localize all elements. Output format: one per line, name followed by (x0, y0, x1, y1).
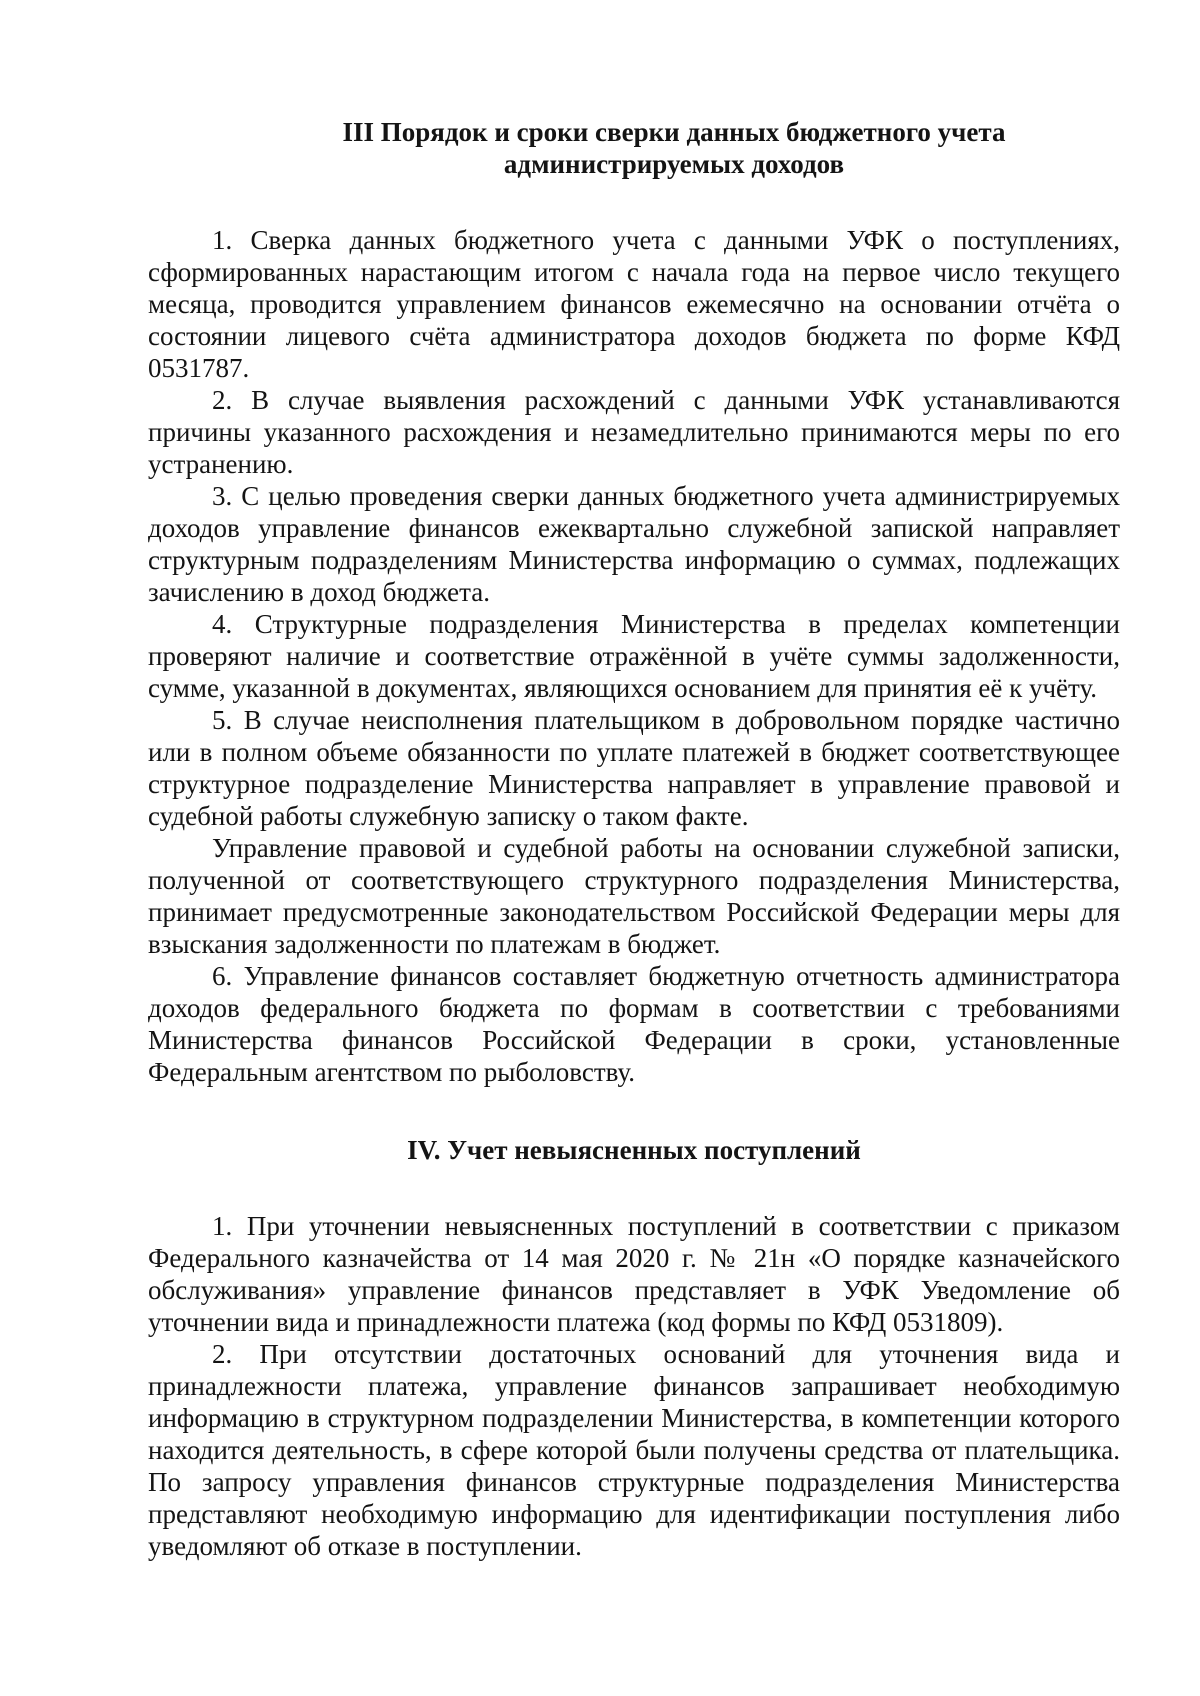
section-4-title: IV. Учет невыясненных поступлений (407, 1135, 861, 1165)
section-4-paragraph-1: 1. При уточнении невыясненных поступлений в соответствии с приказом Федерального казначейства от 14 мая 2020 г. № 21н «О порядке казначейского обслуживания» управление финансов представляет в УФК Уведомление об уточнении вида и принадлежности платежа (код формы по КФД 0531809). (148, 1211, 1120, 1337)
section-3-title-line-1: III Порядок и сроки сверки данных бюджетного учета (342, 117, 1006, 147)
section-3-paragraph-3: 3. С целью проведения сверки данных бюджетного учета администрируемых доходов управление финансов ежеквартально служебной запиской направляет структурным подразделениям Министерства информацию о суммах, подлежащих зачислению в доход бюджета. (148, 481, 1120, 607)
section-3-paragraph-1: 1. Сверка данных бюджетного учета с данными УФК о поступлениях, сформированных нарастающим итогом с начала года на первое число текущего месяца, проводится управлением финансов ежемесячно на основании отчёта о состоянии лицевого счёта администратора доходов бюджета по форме КФД 0531787. (148, 225, 1120, 383)
section-4-paragraph-2: 2. При отсутствии достаточных оснований для уточнения вида и принадлежности платежа, управление финансов запрашивает необходимую информацию в структурном подразделении Министерства, в компетенции которого находится деятельность, в сфере которой были получены средства от плательщика. По запросу управления финансов структурные подразделения Министерства представляют необходимую информацию для идентификации поступления либо уведомляют об отказе в поступлении. (148, 1339, 1120, 1561)
section-3-paragraph-6: 6. Управление финансов составляет бюджетную отчетность администратора доходов федерального бюджета по формам в соответствии с требованиями Министерства финансов Российской Федерации в сроки, установленные Федеральным агентством по рыболовству. (148, 961, 1120, 1087)
section-3-paragraph-5: 5. В случае неисполнения плательщиком в добровольном порядке частично или в полном объеме обязанности по уплате платежей в бюджет соответствующее структурное подразделение Министерства направляет в управление правовой и судебной работы служебную записку о таком факте. (148, 705, 1120, 831)
section-3-title-line-2: администрируемых доходов (503, 149, 845, 179)
section-3-paragraph-5-continuation: Управление правовой и судебной работы на основании служебной записки, полученной от соответствующего структурного подразделения Министерства, принимает предусмотренные законодательством Российской Федерации меры для взыскания задолженности по платежам в бюджет. (148, 833, 1120, 959)
section-3-paragraph-2: 2. В случае выявления расхождений с данными УФК устанавливаются причины указанного расхождения и незамедлительно принимаются меры по его устранению. (148, 385, 1120, 479)
document-body (148, 116, 1120, 1562)
section-3-paragraph-4: 4. Структурные подразделения Министерства в пределах компетенции проверяют наличие и соответствие отражённой в учёте суммы задолженности, сумме, указанной в документах, являющихся основанием для принятия её к учёту. (148, 609, 1120, 703)
section-3-title (148, 116, 1120, 180)
